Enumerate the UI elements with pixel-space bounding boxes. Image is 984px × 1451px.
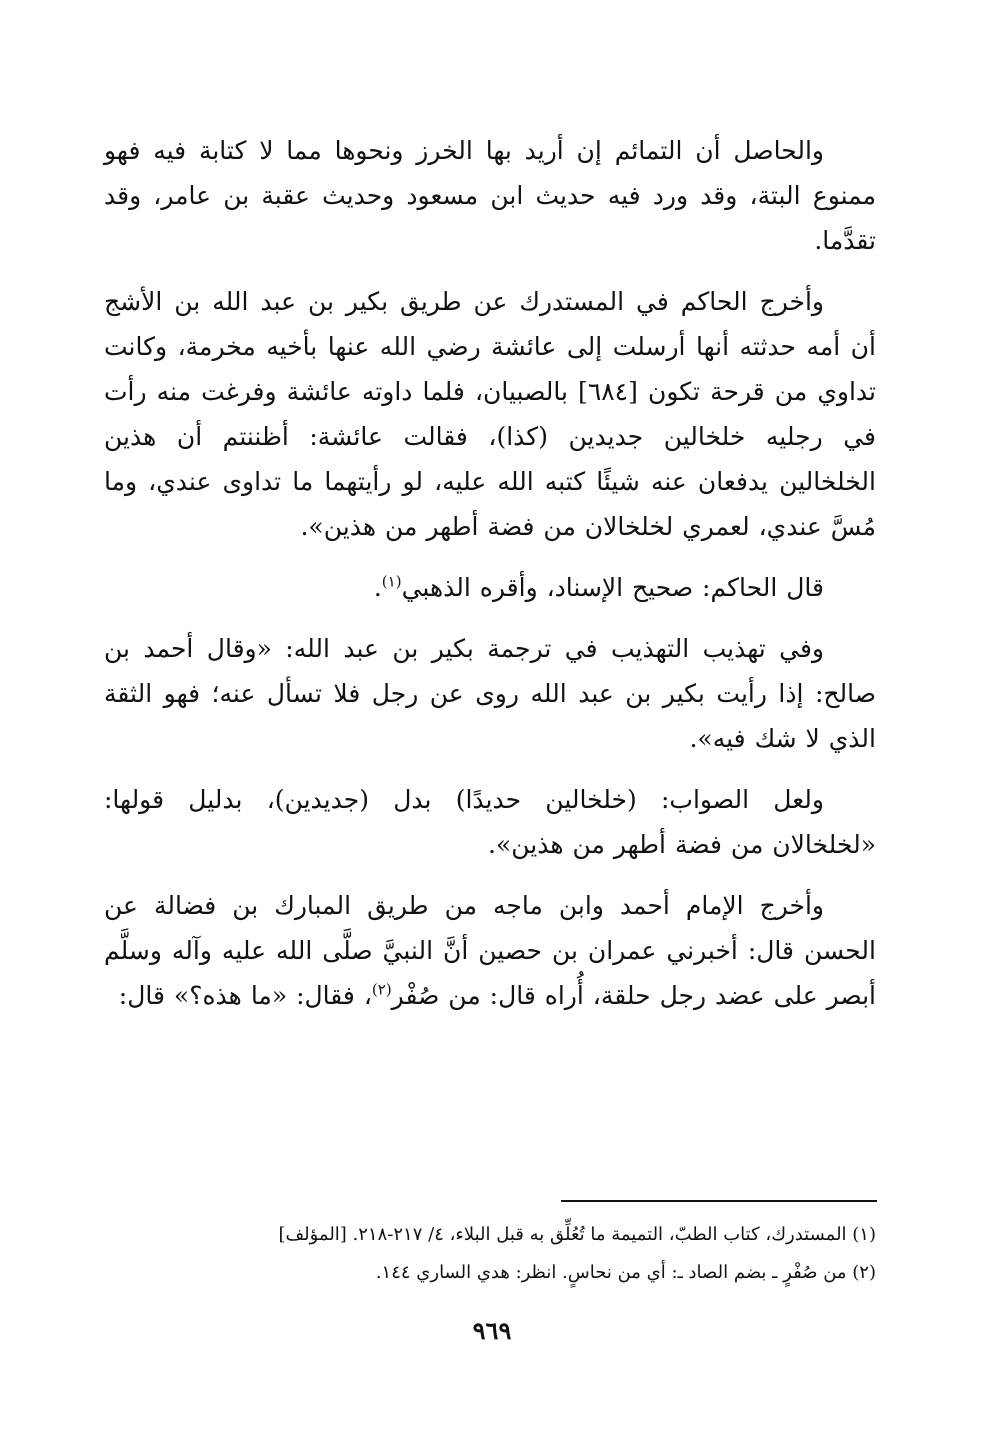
paragraph-2: وأخرج الحاكم في المستدرك عن طريق بكير بن عبد الله بن الأشج أن أمه حدثته أنها أرسلت إلى عائشة رضي الله عنها بأخيه مخرمة، وكانت تداوي من قرحة تكون [٦٨٤] بالصبيان، فلما داوته عائشة وفرغت منه رأت في رجليه خلخالين جديدين (كذا)، فقالت عائشة: أظننتم أن هذين الخلخالين يدفعان عنه شيئًا كتبه الله عليه، لو رأيتهما ما تداوى عندي، وما مُسَّ عندي، لعمري لخلخالان من فضة أطهر من هذين».	[104, 287, 876, 541]
footnote-ref-1[interactable]: (١)	[381, 572, 402, 591]
paragraph-1: والحاصل أن التمائم إن أريد بها الخرز ونحوها مما لا كتابة فيه فهو ممنوع البتة، وقد ورد فيه حديث ابن مسعود وحديث عقبة بن عامر، وقد تقدَّما.	[104, 136, 876, 255]
paragraph-5: ولعل الصواب: (خلخالين حديدًا) بدل (جديدين)، بدليل قولها: «لخلخالان من فضة أطهر من هذين».	[104, 785, 876, 859]
footnote-2: (٢) من صُفْرٍ ـ بضم الصاد ـ: أي من نحاسٍ. انظر: هدي الساري ١٤٤.	[375, 1262, 876, 1283]
footnotes	[104, 1216, 876, 1292]
footnote-1: (١) المستدرك، كتاب الطبّ، التميمة ما تُعُلِّق به قبل البلاء، ٤/ ٢١٧-٢١٨. [المؤلف]	[278, 1224, 876, 1245]
main-text	[104, 128, 876, 1034]
paragraph-6-text: وأخرج الإمام أحمد وابن ماجه من طريق المبارك بن فضالة عن الحسن قال: أخبرني عمران بن حصين أنَّ النبيَّ صلَّى الله عليه وآله وسلَّم أبصر على عضد رجل حلقة، أُراه قال: من صُفْر	[104, 891, 876, 1010]
page-number: ٩٦٩	[472, 1316, 512, 1345]
paragraph-3-tail: .	[373, 573, 382, 602]
footnote-ref-2[interactable]: (٢)	[371, 980, 392, 999]
paragraph-3-text: قال الحاكم: صحيح الإسناد، وأقره الذهبي	[401, 573, 824, 602]
paragraph-6	[104, 883, 876, 1018]
paragraph-6-tail: ، فقال: «ما هذه؟» قال:	[118, 981, 372, 1010]
footnote-divider	[561, 1200, 877, 1202]
paragraph-4: وفي تهذيب التهذيب في ترجمة بكير بن عبد الله: «وقال أحمد بن صالح: إذا رأيت بكير بن عبد الله روى عن رجل فلا تسأل عنه؛ فهو الثقة الذي لا شك فيه».	[104, 634, 876, 753]
paragraph-3	[104, 565, 876, 610]
